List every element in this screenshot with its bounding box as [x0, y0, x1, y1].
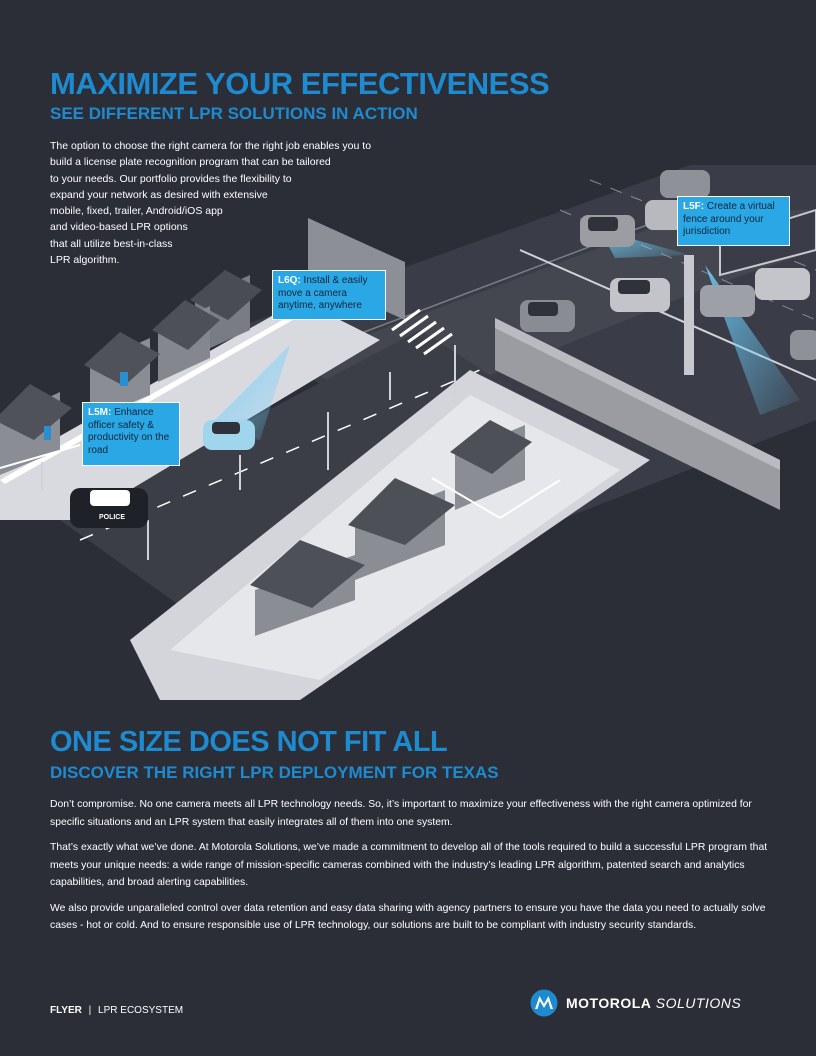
callout-code: L5F: [683, 201, 705, 212]
callout-l6q [272, 270, 386, 320]
intro-line: expand your network as desired with extensive [50, 188, 268, 201]
intro-line: and video-based LPR options [50, 221, 188, 234]
car [700, 285, 755, 317]
section-body [50, 796, 780, 943]
callout-code: L6Q: [278, 275, 301, 286]
body-paragraph: That’s exactly what we’ve done. At Motorola Solutions, we’ve made a commitment to develop all of the tools required to build a successful LPR program that meets your unique needs: a wide range of mission-specific cameras combined with the industry’s leading LPR algorithm, patented search and analytics capabilities, and broad alerting capabilities. [50, 842, 768, 888]
car [660, 170, 710, 198]
car [520, 300, 575, 332]
motorola-solutions-logo [530, 988, 780, 1018]
civilian-car [203, 420, 255, 450]
callout-text: Install & easily move a camera anytime, anywhere [278, 275, 368, 311]
footer-doc-name: LPR ECOSYSTEM [98, 1005, 184, 1016]
callout-code: L5M: [88, 407, 112, 418]
body-paragraph: We also provide unparalleled control over data retention and easy data sharing with agency partners to ensure you have the data you need to actually solve cases - hot or cold. And to ensure responsible use of LPR technology, our solutions are built to be compliant with industry security standards. [50, 902, 766, 931]
intro-line: LPR algorithm. [50, 254, 120, 267]
callout-l5f [677, 196, 790, 246]
footer-doc-type: FLYER [50, 1005, 82, 1016]
logo-wordmark [566, 995, 741, 1011]
callout-text: Create a virtual fence around your jurisdiction [683, 201, 775, 237]
intro-line: The option to choose the right camera for the right job enables you to [50, 140, 372, 152]
body-paragraph: Don’t compromise. No one camera meets all LPR technology needs. So, it’s important to maximize your effectiveness with the right camera optimized for specific situations and an LPR system that easily integrates all of them into one system. [50, 799, 752, 828]
page-title: MAXIMIZE YOUR EFFECTIVENESS [50, 66, 550, 101]
section-title: ONE SIZE DOES NOT FIT ALL [50, 726, 448, 758]
car [755, 268, 810, 300]
intro-line: that all utilize best-in-class [50, 237, 173, 250]
page-subtitle: SEE DIFFERENT LPR SOLUTIONS IN ACTION [50, 104, 418, 123]
intro-line: mobile, fixed, trailer, Android/iOS app [50, 205, 223, 218]
intro-line: to your needs. Our portfolio provides the flexibility to [50, 172, 292, 185]
car [580, 215, 635, 247]
police-car-label: POLICE [98, 514, 126, 521]
car [790, 330, 816, 360]
footer-separator: | [88, 1005, 92, 1016]
logo-brand-light: SOLUTIONS [655, 995, 742, 1011]
logo-brand-bold: MOTOROLA [566, 995, 652, 1011]
callout-text: Enhance officer safety & productivity on the road [88, 407, 170, 456]
car [610, 278, 670, 312]
callout-l5m [82, 402, 180, 466]
section-subtitle: DISCOVER THE RIGHT LPR DEPLOYMENT FOR TEXAS [50, 763, 499, 782]
footer-label [50, 1005, 183, 1016]
police-car [70, 488, 148, 528]
intro-line: build a license plate recognition program that can be tailored [50, 156, 331, 169]
motorola-m-batwing-icon [530, 989, 558, 1017]
